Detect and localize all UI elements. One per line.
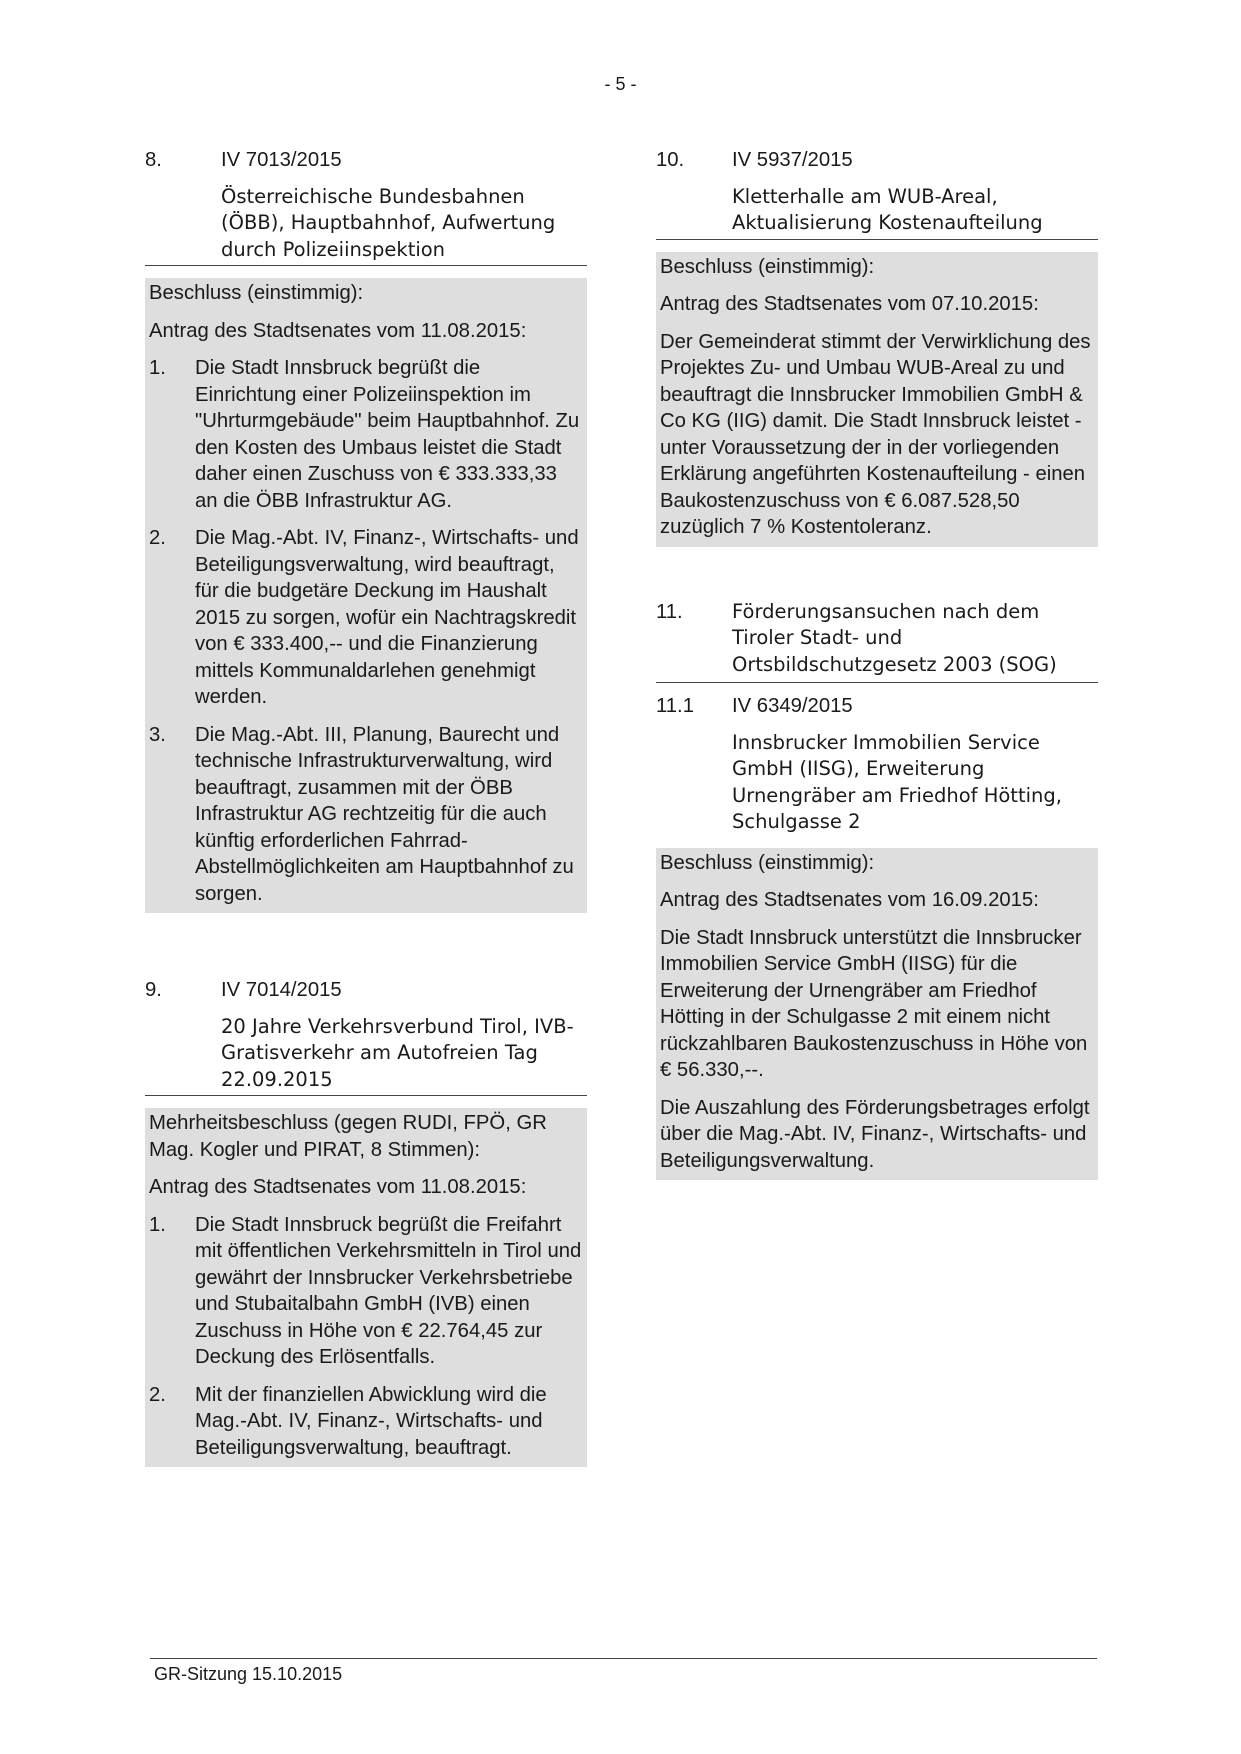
item-number: 2. xyxy=(149,1383,166,1406)
agenda-number: 8. xyxy=(145,149,162,171)
agenda-ref: IV 5937/2015 xyxy=(732,149,853,171)
agenda-item-9 xyxy=(145,977,587,1467)
left-column xyxy=(145,147,587,1467)
agenda-title: 20 Jahre Verkehrsverbund Tirol, IVB-Gratisverkehr am Autofreien Tag 22.09.2015 xyxy=(145,1014,587,1097)
item-text: Mit der finanziellen Abwicklung wird die Mag.-Abt. IV, Finanz-, Wirtschafts- und Beteiligungsverwaltung, beauftragt. xyxy=(195,1383,547,1459)
agenda-ref: IV 7014/2015 xyxy=(221,979,342,1001)
agenda-header xyxy=(145,977,587,1004)
agenda-title: Österreichische Bundesbahnen (ÖBB), Hauptbahnhof, Aufwertung durch Polizeiinspektion xyxy=(145,184,587,267)
agenda-item-8 xyxy=(145,147,587,913)
decision-text: Der Gemeinderat stimmt der Verwirklichung des Projektes Zu- und Umbau WUB-Areal zu und beauftragt die Innsbrucker Immobilien GmbH & Co KG (IIG) damit. Die Stadt Innsbruck leistet - unter Voraussetzung der in der vorliegenden Erklärung angeführten Kostenaufteilung - einen Baukostenzuschuss von € 6.087.528,50 zuzüglich 7 % Kostentoleranz. xyxy=(660,330,1091,538)
item-number: 2. xyxy=(149,527,166,549)
list-item xyxy=(149,1382,583,1462)
right-column xyxy=(656,147,1098,1180)
decision-block xyxy=(656,252,1098,547)
item-text: Die Stadt Innsbruck begrüßt die Freifahrt mit öffentlichen Verkehrsmitteln in Tirol und gewährt der Innsbrucker Verkehrsbetriebe und Stubaitalbahn GmbH (IVB) einen Zuschuss in Höhe von € 22.764,45 zur Deckung des Erlösentfalls. xyxy=(195,1213,582,1368)
item-number: 3. xyxy=(149,723,166,746)
decision-label: Beschluss (einstimmig): xyxy=(660,851,875,874)
agenda-number: 10. xyxy=(656,149,685,171)
agenda-header xyxy=(656,147,1098,174)
page-number: - 5 - xyxy=(604,74,637,94)
item-text: Die Stadt Innsbruck begrüßt die Einrichtung einer Polizeiinspektion im "Uhrturmgebäude" beim Hauptbahnhof. Zu den Kosten des Umbaus leistet die Stadt daher einen Zuschuss von € 333.333,33 an die ÖBB Infrastruktur AG. xyxy=(195,357,580,512)
decision-text: Die Stadt Innsbruck unterstützt die Innsbrucker Immobilien Service GmbH (IISG) für die Erweiterung der Urnengräber am Friedhof Hötting in der Schulgasse 2 mit einem nicht rückzahlbaren Baukostenzuschuss in Höhe von € 56.330,--. xyxy=(660,926,1088,1081)
agenda-title: Kletterhalle am WUB-Areal, Aktualisierung Kostenaufteilung xyxy=(656,184,1098,240)
sub-agenda-number: 11.1 xyxy=(656,695,694,717)
decision-text: Die Auszahlung des Förderungsbetrages erfolgt über die Mag.-Abt. IV, Finanz-, Wirtschafts- und Beteiligungsverwaltung. xyxy=(660,1096,1090,1172)
item-text: Die Mag.-Abt. III, Planung, Baurecht und technische Infrastrukturverwaltung, wird beauftragt, zusammen mit der ÖBB Infrastruktur AG rechtzeitig für die auch künftig erforderlichen Fahrrad-Abstellmöglichkeiten am Hauptbahnhof zu sorgen. xyxy=(195,723,574,905)
item-text: Die Mag.-Abt. IV, Finanz-, Wirtschafts- und Beteiligungsverwaltung, wird beauftragt, für die budgetäre Deckung im Haushalt 2015 zu sorgen, wofür ein Nachtragskredit von € 333.400,-- und die Finanzierung mittels Kommunaldarlehen genehmigt werden. xyxy=(195,527,579,708)
agenda-item-11 xyxy=(656,599,1098,1181)
sub-agenda-header xyxy=(656,693,1098,720)
agenda-item-10 xyxy=(656,147,1098,547)
sub-agenda-title: Innsbrucker Immobilien Service GmbH (IISG), Erweiterung Urnengräber am Friedhof Hötting, Schulgasse 2 xyxy=(732,730,1062,833)
agenda-number: 11. xyxy=(656,600,683,623)
decision-label: Beschluss (einstimmig): xyxy=(660,255,875,278)
list-item xyxy=(149,1212,583,1371)
decision-block xyxy=(145,1108,587,1467)
item-number: 1. xyxy=(149,357,166,379)
agenda-header xyxy=(145,147,587,174)
motion-label: Antrag des Stadtsenates vom 11.08.2015: xyxy=(149,319,527,342)
agenda-number: 9. xyxy=(145,979,162,1001)
list-item xyxy=(149,355,583,514)
list-item xyxy=(149,525,583,711)
agenda-ref: IV 7013/2015 xyxy=(221,149,342,171)
decision-label: Mehrheitsbeschluss (gegen RUDI, FPÖ, GR Mag. Kogler und PIRAT, 8 Stimmen): xyxy=(149,1112,547,1161)
sub-agenda-ref: IV 6349/2015 xyxy=(732,695,853,717)
motion-label: Antrag des Stadtsenates vom 07.10.2015: xyxy=(660,293,1039,315)
motion-label: Antrag des Stadtsenates vom 16.09.2015: xyxy=(660,889,1039,911)
decision-block xyxy=(145,278,587,913)
item-number: 1. xyxy=(149,1213,166,1236)
footer-text: GR-Sitzung 15.10.2015 xyxy=(154,1664,343,1684)
motion-label: Antrag des Stadtsenates vom 11.08.2015: xyxy=(149,1176,527,1198)
agenda-header xyxy=(656,599,1098,684)
footer-divider xyxy=(150,1658,1097,1659)
agenda-title: Förderungsansuchen nach dem Tiroler Stadt- und Ortsbildschutzgesetz 2003 (SOG) xyxy=(732,599,1057,676)
decision-label: Beschluss (einstimmig): xyxy=(149,282,364,304)
list-item xyxy=(149,722,583,908)
decision-block xyxy=(656,848,1098,1181)
